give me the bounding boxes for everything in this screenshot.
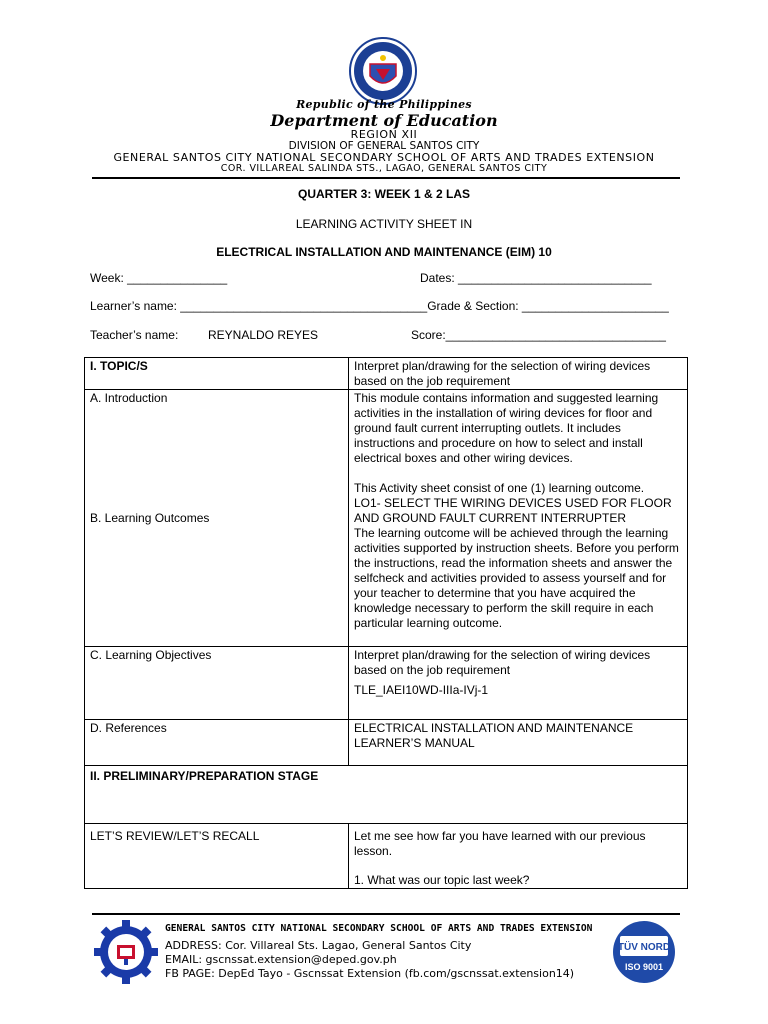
region-line: REGION XII: [350, 128, 418, 141]
review-question-1: 1. What was our topic last week?: [354, 873, 530, 887]
republic-line: Republic of the Philippines: [296, 98, 472, 111]
table-row: [85, 647, 688, 720]
las-table: [84, 357, 688, 889]
footer-fb-page[interactable]: FB PAGE: DepEd Tayo - Gscnssat Extension (fb.com/gscnssat.extension14): [165, 967, 575, 980]
footer-school: GENERAL SANTOS CITY NATIONAL SECONDARY SCHOOL OF ARTS AND TRADES EXTENSION: [165, 923, 593, 934]
table-row: [85, 390, 688, 647]
quarter-title: QUARTER 3: WEEK 1 & 2 LAS: [297, 187, 471, 201]
division-line: DIVISION OF GENERAL SANTOS CITY: [288, 140, 480, 152]
review-label: LET’S REVIEW/LET’S RECALL: [85, 824, 349, 889]
teacher-name: REYNALDO REYES: [208, 328, 319, 342]
objectives-code: TLE_IAEI10WD-IIIa-IVj-1: [354, 683, 489, 697]
las-title: LEARNING ACTIVITY SHEET IN: [295, 217, 473, 231]
table-row: [85, 766, 688, 824]
intro-outcomes-text: [349, 390, 688, 647]
objectives-text: Interpret plan/drawing for the selection of wiring devices based on the job requirement: [354, 648, 651, 677]
footer-divider: [92, 913, 680, 915]
outcomes-intro: This Activity sheet consist of one (1) learning outcome.: [354, 481, 645, 495]
footer-address: ADDRESS: Cor. Villareal Sts. Lagao, General Santos City: [165, 939, 472, 952]
header-divider: [92, 177, 680, 179]
intro-text: This module contains information and suggested learning activities in the installation of wiring devices for floor and ground fault current interrupting outlets. It includes instructions and procedure on how to select and install electrical boxes and other wiring devices.: [354, 391, 659, 465]
iso-text: ISO 9001: [624, 962, 664, 972]
review-cell: [349, 824, 688, 889]
topics-label: I. TOPIC/S: [85, 358, 349, 390]
teacher-label: Teacher’s name:: [90, 328, 179, 342]
outcomes-lo1: LO1- SELECT THE WIRING DEVICES USED FOR FLOOR AND GROUND FAULT CURRENT INTERRUPTER: [354, 496, 672, 525]
learner-grade-field[interactable]: Learner’s name: _____________________________________Grade & Section: ______________________: [90, 299, 669, 313]
dates-field[interactable]: Dates: _____________________________: [420, 271, 652, 285]
school-gear-logo-icon: [92, 918, 160, 986]
subject-title: ELECTRICAL INSTALLATION AND MAINTENANCE (EIM) 10: [216, 245, 552, 259]
cert-brand-text: TÜV NORD: [617, 942, 671, 953]
intro-outcomes-labels: [85, 390, 349, 647]
school-line: GENERAL SANTOS CITY NATIONAL SECONDARY SCHOOL OF ARTS AND TRADES EXTENSION: [113, 151, 655, 164]
week-field[interactable]: Week: _______________: [90, 271, 228, 285]
objectives-cell: [349, 647, 688, 720]
preliminary-label: II. PRELIMINARY/PREPARATION STAGE: [85, 766, 688, 824]
table-row: [85, 824, 688, 889]
outcomes-text: The learning outcome will be achieved through the learning activities supported by instruction sheets. Before you perform the instructions, read the information sheets and answer the selfcheck and activities provided to assess yourself and for your teacher to determine that you have acquired the knowledge necessary to perform the skill require in each particular learning outcome.: [354, 526, 679, 630]
review-text: Let me see how far you have learned with our previous lesson.: [354, 829, 646, 858]
references-text: ELECTRICAL INSTALLATION AND MAINTENANCE LEARNER’S MANUAL: [349, 720, 688, 766]
table-row: [85, 720, 688, 766]
footer-email[interactable]: EMAIL: gscnssat.extension@deped.gov.ph: [165, 953, 397, 966]
tuv-nord-iso-9001-icon: [612, 920, 676, 984]
objectives-label: C. Learning Objectives: [85, 647, 349, 720]
intro-label: A. Introduction: [90, 391, 168, 405]
table-row: [85, 358, 688, 390]
address-line: COR. VILLAREAL SALINDA STS., LAGAO, GENERAL SANTOS CITY: [220, 163, 548, 174]
references-label: D. References: [85, 720, 349, 766]
topics-value: Interpret plan/drawing for the selection of wiring devices based on the job requirement: [349, 358, 688, 390]
score-field[interactable]: Score:_________________________________: [411, 328, 666, 342]
deped-seal-icon: [348, 36, 418, 106]
department-title: Department of Education: [270, 111, 498, 130]
outcomes-label: B. Learning Outcomes: [90, 511, 210, 525]
